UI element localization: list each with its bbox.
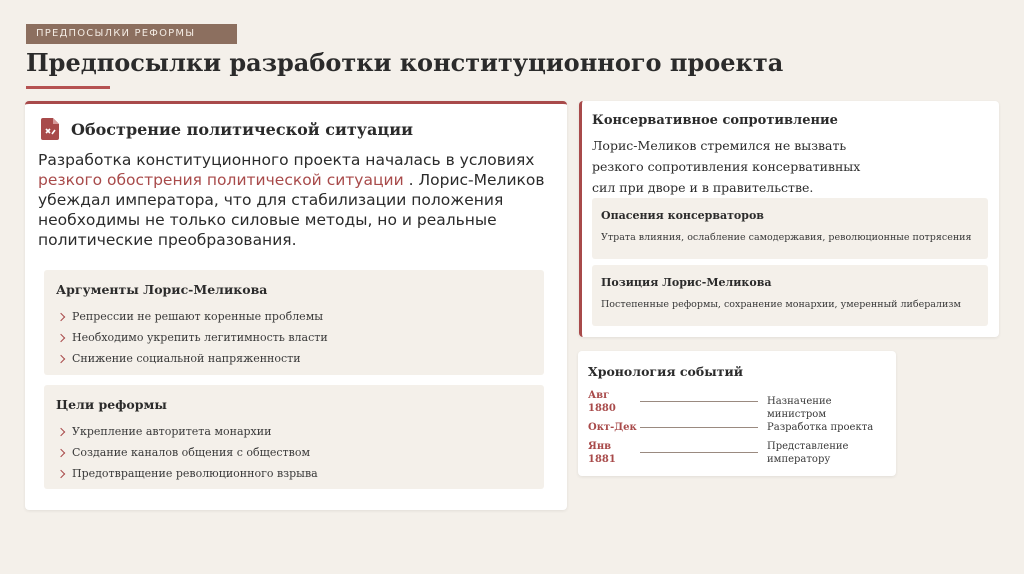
timeline-connector: [640, 452, 758, 453]
chevron-right-icon: [57, 427, 65, 435]
box-title: Опасения консерваторов: [601, 209, 764, 222]
event-label: Представление императору: [767, 441, 849, 465]
timeline-event: [588, 389, 888, 419]
political-situation-card: [25, 101, 567, 510]
chevron-right-icon: [57, 354, 65, 362]
arguments-box: [44, 270, 544, 375]
title-underline: [26, 86, 110, 89]
arguments-title: Аргументы Лорис-Меликова: [56, 282, 268, 297]
event-date: Янв 1881: [588, 441, 616, 465]
timeline-event: [588, 440, 888, 470]
card-body-text: Лорис-Меликов стремился не вызвать резкого сопротивления консервативных сил при дворе и в правительстве.: [592, 138, 861, 195]
text-part: . Лорис-Меликов убеждал императора, что для стабилизации положения необходимы не только силовые методы, но и реальные политические преобразования.: [38, 171, 545, 249]
list-item: Репрессии не решают коренные проблемы: [58, 306, 328, 327]
list-item: Создание каналов общения с обществом: [58, 442, 318, 463]
goals-list: [58, 421, 318, 484]
page-title: Предпосылки разработки конституционного проекта: [26, 48, 784, 77]
timeline-connector: [640, 427, 758, 428]
chevron-right-icon: [57, 333, 65, 341]
list-item: Предотвращение революционного взрыва: [58, 463, 318, 484]
chevron-right-icon: [57, 312, 65, 320]
document-icon: [41, 118, 59, 140]
arguments-list: [58, 306, 328, 369]
box-text: Утрата влияния, ослабление самодержавия, революционные потрясения: [601, 232, 972, 243]
conservative-fears-box: [592, 198, 988, 259]
timeline-card: [578, 351, 896, 476]
card-body-text: [38, 150, 563, 250]
goals-title: Цели реформы: [56, 397, 167, 412]
list-item: Снижение социальной напряженности: [58, 348, 328, 369]
loris-position-box: [592, 265, 988, 326]
highlighted-text: резкого обострения политической ситуации: [38, 171, 404, 189]
box-text: Постепенные реформы, сохранение монархии, умеренный либерализм: [601, 299, 961, 310]
event-label: Разработка проекта: [767, 422, 874, 433]
chevron-right-icon: [57, 469, 65, 477]
event-date: Окт-Дек: [588, 422, 637, 433]
event-label: Назначение министром: [767, 396, 832, 420]
card-header: [41, 118, 413, 140]
box-title: Позиция Лорис-Меликова: [601, 276, 772, 289]
section-badge: ПРЕДПОСЫЛКИ РЕФОРМЫ: [26, 24, 237, 44]
text-part: Разработка конституционного проекта началась в условиях: [38, 151, 535, 169]
card-title: Обострение политической ситуации: [71, 119, 413, 139]
list-item: Укрепление авторитета монархии: [58, 421, 318, 442]
timeline-connector: [640, 401, 758, 402]
goals-box: [44, 385, 544, 489]
conservative-resistance-card: [579, 101, 999, 337]
list-item: Необходимо укрепить легитимность власти: [58, 327, 328, 348]
event-date: Авг 1880: [588, 390, 616, 414]
timeline-title: Хронология событий: [588, 364, 744, 379]
chevron-right-icon: [57, 448, 65, 456]
card-title: Консервативное сопротивление: [592, 113, 838, 128]
